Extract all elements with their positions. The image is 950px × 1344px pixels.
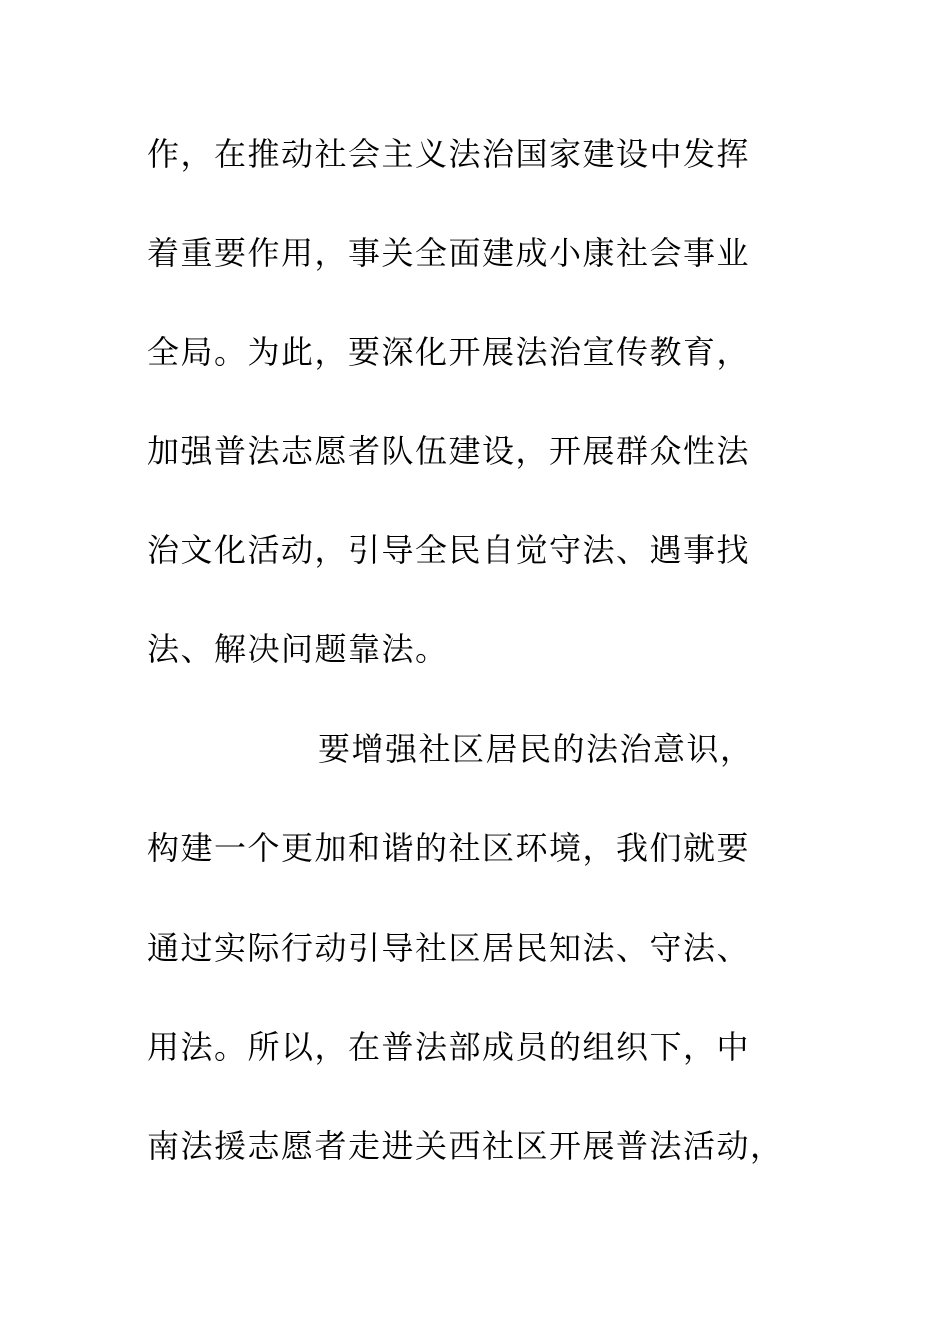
text-line-9: 通过实际行动引导社区居民知法、守法、 <box>147 929 751 967</box>
text-line-6: 法、解决问题靠法。 <box>147 630 449 668</box>
text-line-2: 着重要作用，事关全面建成小康社会事业 <box>147 234 751 272</box>
text-line-8: 构建一个更加和谐的社区环境，我们就要 <box>147 829 751 867</box>
text-line-10: 用法。所以，在普法部成员的组织下，中 <box>147 1028 751 1066</box>
text-line-7-indented: 要增强社区居民的法治意识， <box>318 730 754 768</box>
text-line-1: 作，在推动社会主义法治国家建设中发挥 <box>147 135 751 173</box>
text-line-11: 南法援志愿者走进关西社区开展普法活动， <box>147 1127 784 1165</box>
text-line-3: 全局。为此，要深化开展法治宣传教育， <box>147 333 751 371</box>
text-line-5: 治文化活动，引导全民自觉守法、遇事找 <box>147 531 751 569</box>
text-line-4: 加强普法志愿者队伍建设，开展群众性法 <box>147 432 751 470</box>
